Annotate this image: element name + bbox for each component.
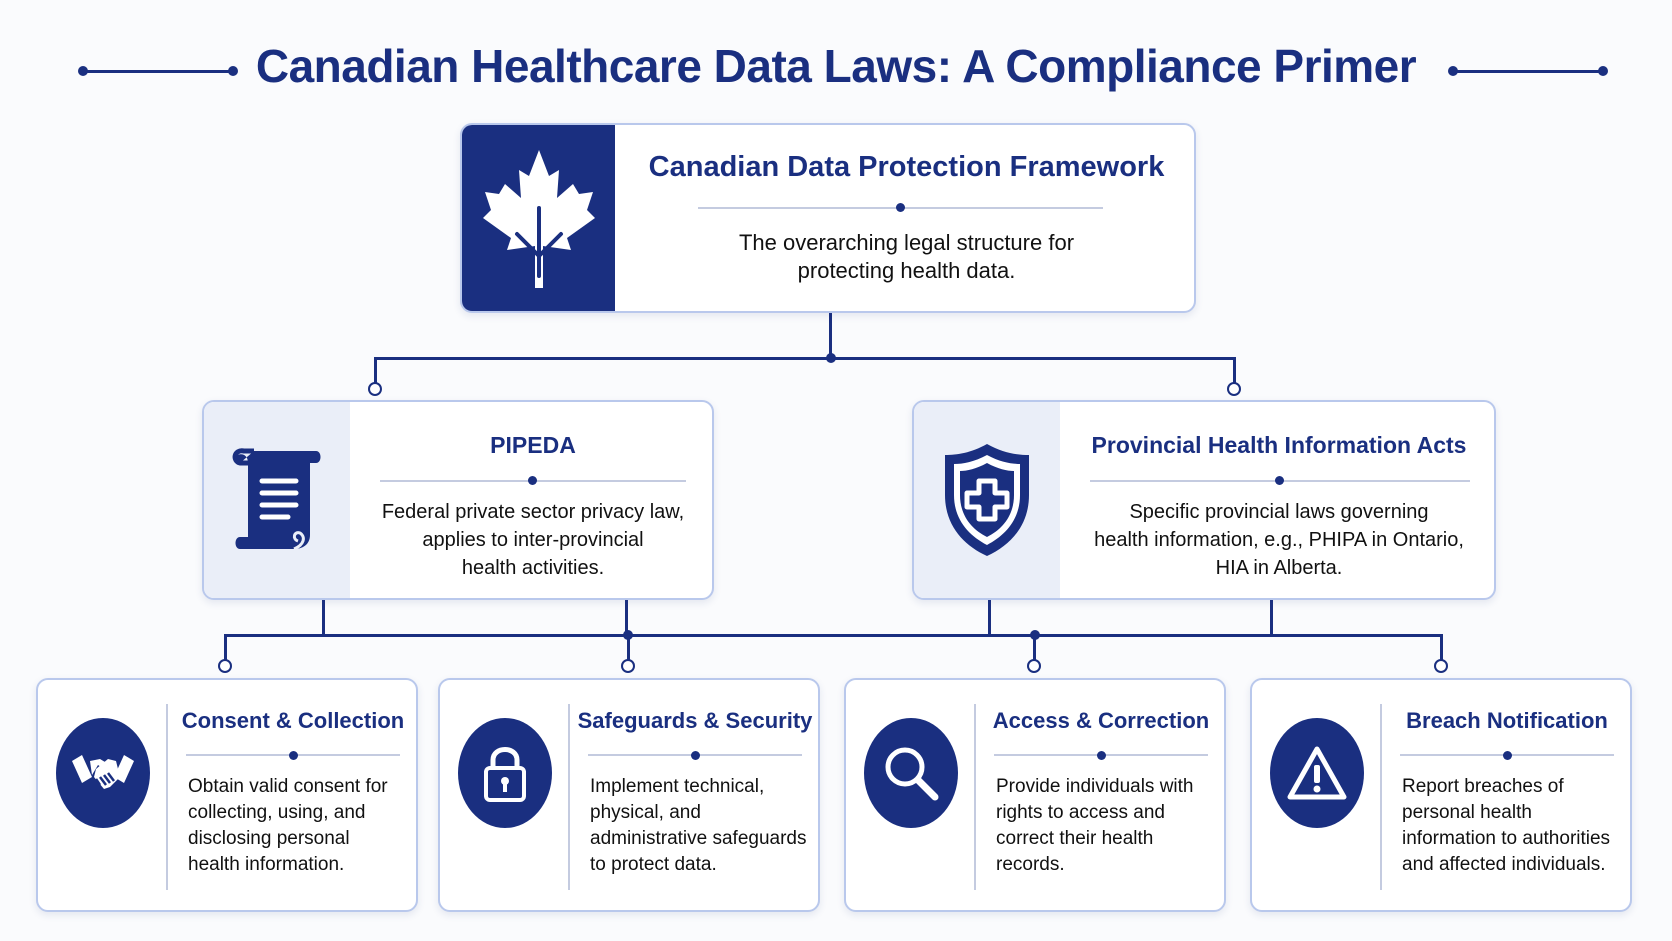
access-body <box>996 774 1222 878</box>
breach-card <box>1250 678 1632 912</box>
consent-line-4: health information. <box>188 854 345 875</box>
provincial-icon-panel <box>914 402 1060 598</box>
breach-rule-dot <box>1503 751 1512 760</box>
connector-pipeda-left <box>322 600 325 636</box>
access-rule-dot <box>1097 751 1106 760</box>
consent-body <box>188 774 414 878</box>
padlock-icon <box>482 744 528 802</box>
framework-body <box>615 229 1196 285</box>
pipeda-icon-panel <box>204 402 350 598</box>
warning-icon <box>1286 745 1348 801</box>
framework-heading: Canadian Data Protection Framework <box>648 151 1165 183</box>
safeguards-icon-circle <box>458 718 552 828</box>
connector-ring-1 <box>218 659 232 673</box>
breach-line-3: information to authorities <box>1402 828 1611 849</box>
breach-icon-circle <box>1270 718 1364 828</box>
maple-leaf-icon <box>483 148 595 288</box>
breach-line-1: Report breaches of <box>1402 776 1564 797</box>
safeguards-body <box>590 774 816 878</box>
provincial-body <box>1060 498 1496 582</box>
safeguards-line-3: administrative safeguards <box>590 828 807 849</box>
pipeda-heading: PIPEDA <box>490 432 576 458</box>
access-line-1: Provide individuals with <box>996 776 1194 797</box>
connector-provincial-left <box>988 600 991 636</box>
magnifier-icon <box>881 743 941 803</box>
access-divider <box>974 704 976 890</box>
safeguards-line-4: to protect data. <box>590 854 717 875</box>
handshake-icon <box>70 747 136 799</box>
framework-body-line1: The overarching legal structure for <box>738 230 1075 255</box>
consent-line-1: Obtain valid consent for <box>188 776 388 797</box>
title-rule-right-dot-start <box>1448 66 1458 76</box>
breach-line-4: and affected individuals. <box>1402 854 1606 875</box>
safeguards-line-2: physical, and <box>590 802 701 823</box>
consent-card <box>36 678 418 912</box>
connector-mid-horizontal <box>374 357 1235 360</box>
breach-heading: Breach Notification <box>1406 708 1608 733</box>
consent-line-3: disclosing personal <box>188 828 350 849</box>
pipeda-rule-dot <box>528 476 537 485</box>
access-line-3: correct their health <box>996 828 1154 849</box>
connector-drop-3 <box>1033 634 1036 660</box>
access-card <box>844 678 1226 912</box>
breach-body <box>1402 774 1628 878</box>
title-rule-right <box>1452 70 1604 73</box>
title-rule-left-dot-start <box>78 66 88 76</box>
pipeda-body <box>350 498 714 582</box>
connector-drop-1 <box>224 634 227 660</box>
connector-drop-4 <box>1440 634 1443 660</box>
framework-card <box>460 123 1196 313</box>
access-heading: Access & Correction <box>992 708 1210 733</box>
connector-bottom-horizontal <box>224 634 1443 637</box>
consent-icon-circle <box>56 718 150 828</box>
pipeda-body-line1: Federal private sector privacy law, <box>381 501 685 523</box>
safeguards-divider <box>568 704 570 890</box>
connector-ring-2 <box>621 659 635 673</box>
pipeda-card <box>202 400 714 600</box>
framework-rule-dot <box>896 203 905 212</box>
breach-divider <box>1380 704 1382 890</box>
consent-heading: Consent & Collection <box>181 708 405 733</box>
safeguards-rule-dot <box>691 751 700 760</box>
title-rule-right-dot-end <box>1598 66 1608 76</box>
connector-ring-4 <box>1434 659 1448 673</box>
shield-cross-icon <box>941 441 1033 559</box>
pipeda-body-line3: health activities. <box>461 557 605 579</box>
consent-line-2: collecting, using, and <box>188 802 366 823</box>
provincial-body-line3: HIA in Alberta. <box>1215 557 1343 579</box>
scroll-icon <box>232 445 322 555</box>
safeguards-heading: Safeguards & Security <box>577 708 813 733</box>
framework-body-line2: protecting health data. <box>797 258 1016 283</box>
safeguards-line-1: Implement technical, <box>590 776 765 797</box>
access-icon-circle <box>864 718 958 828</box>
connector-ring-pipeda <box>368 382 382 396</box>
title-rule-left <box>82 70 234 73</box>
consent-rule-dot <box>289 751 298 760</box>
access-line-2: rights to access and <box>996 802 1165 823</box>
provincial-rule-dot <box>1275 476 1284 485</box>
connector-provincial-right <box>1270 600 1273 636</box>
provincial-body-line2: health information, e.g., PHIPA in Ontario, <box>1094 529 1464 551</box>
consent-divider <box>166 704 168 890</box>
pipeda-body-line2: applies to inter-provincial <box>422 529 644 551</box>
page-title: Canadian Healthcare Data Laws: A Compliance Primer <box>255 40 1417 92</box>
access-line-4: records. <box>996 854 1065 875</box>
connector-drop-2 <box>627 634 630 660</box>
framework-icon-panel <box>462 125 615 311</box>
connector-ring-provincial <box>1227 382 1241 396</box>
provincial-card <box>912 400 1496 600</box>
provincial-body-line1: Specific provincial laws governing <box>1129 501 1429 523</box>
safeguards-card <box>438 678 820 912</box>
provincial-heading: Provincial Health Information Acts <box>1091 432 1467 458</box>
breach-line-2: personal health <box>1402 802 1532 823</box>
connector-ring-3 <box>1027 659 1041 673</box>
